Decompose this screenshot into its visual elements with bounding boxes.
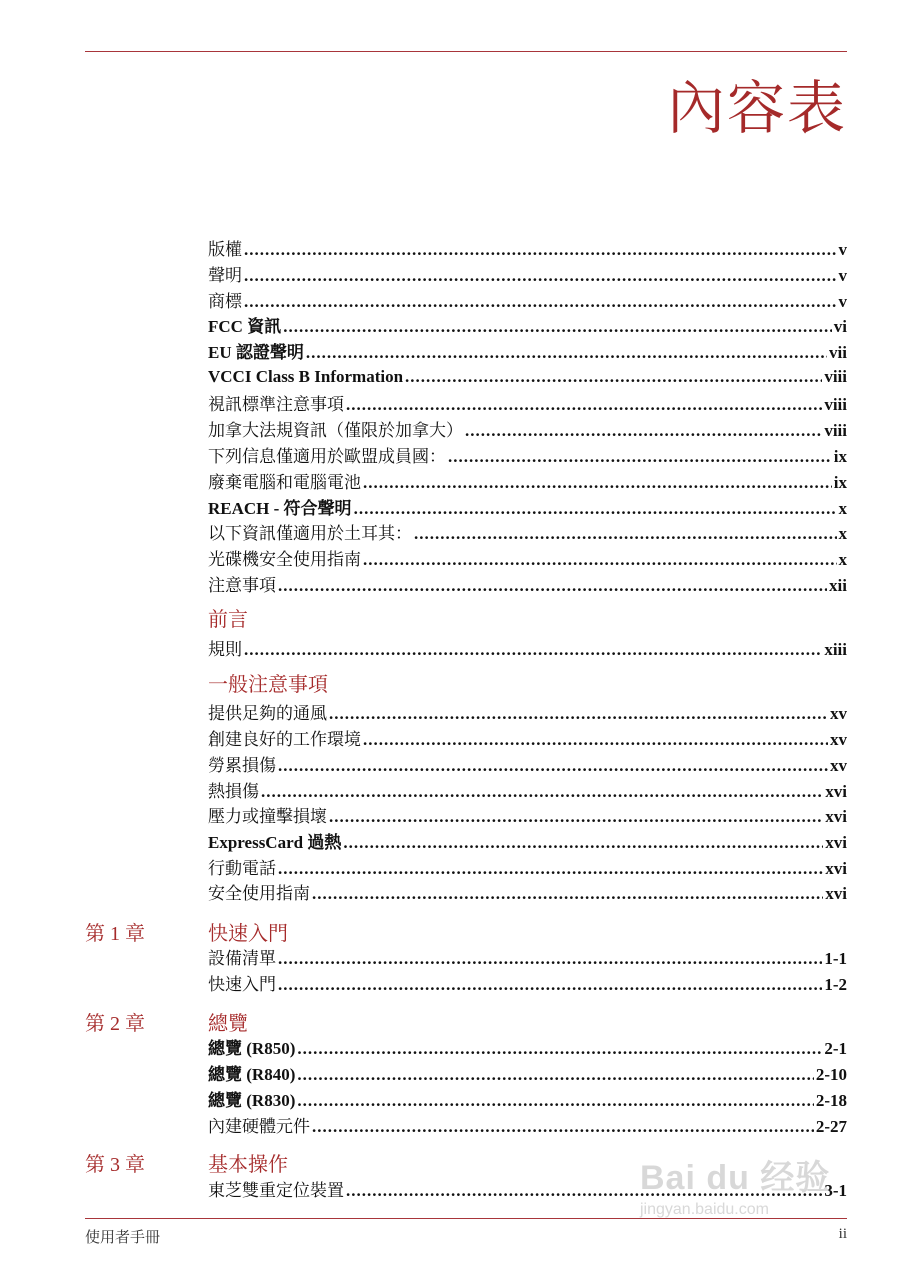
chapter-heading: 快速入門 (208, 923, 288, 945)
footer-manual-name: 使用者手冊 (85, 1230, 161, 1246)
toc-entry-label: VCCI Class B Information (208, 367, 404, 386)
toc-entry-label: 東芝雙重定位裝置 (208, 1181, 344, 1200)
chapter-heading: 總覽 (208, 1013, 248, 1035)
dot-leader (278, 974, 822, 996)
toc-entry[interactable] (208, 265, 847, 287)
dot-leader (278, 575, 827, 597)
toc-entry-label: 提供足夠的通風 (208, 704, 327, 723)
toc-entry-page: 2-1 (824, 1039, 847, 1058)
toc-entry-label: 光碟機安全使用指南 (208, 550, 361, 569)
dot-leader (346, 394, 822, 416)
toc-entry-label: FCC 資訊 (208, 317, 282, 336)
toc-entry-label: 規則 (208, 640, 242, 659)
toc-entry[interactable] (208, 1064, 847, 1086)
toc-entry-page: xvi (825, 782, 847, 801)
toc-entry-page: vii (829, 343, 847, 362)
toc-entry[interactable] (208, 316, 847, 338)
toc-entry[interactable] (208, 498, 847, 520)
dot-leader (405, 366, 822, 388)
dot-leader (312, 883, 823, 905)
toc-entry[interactable] (208, 575, 847, 597)
toc-entry-label: 總覽 (R840) (208, 1065, 296, 1084)
dot-leader (354, 498, 837, 520)
toc-entry-page: xv (830, 704, 847, 723)
toc-entry-page: x (838, 499, 847, 518)
watermark (640, 1150, 840, 1220)
toc-entry-label: 廢棄電腦和電腦電池 (208, 473, 361, 492)
toc-entry[interactable] (208, 472, 847, 494)
toc-entry-page: 2-27 (815, 1117, 847, 1136)
toc-entry[interactable] (208, 291, 847, 313)
toc-entry-page: xv (830, 730, 847, 749)
dot-leader (261, 781, 823, 803)
dot-leader (278, 858, 823, 880)
toc-entry-label: 版權 (208, 240, 242, 259)
toc-entry-label: 加拿大法規資訊（僅限於加拿大） (208, 421, 463, 440)
toc-entry-page: v (838, 266, 847, 285)
toc-entry-page: xv (830, 756, 847, 775)
toc-entry[interactable] (208, 1090, 847, 1112)
toc-entry-label: 商標 (208, 292, 242, 311)
toc-entry-label: EU 認證聲明 (208, 343, 304, 362)
dot-leader (297, 1064, 813, 1086)
toc-entry-page: 1-1 (824, 949, 847, 968)
toc-entry-page: v (838, 292, 847, 311)
toc-entry-label: 壓力或撞擊損壞 (208, 807, 327, 826)
toc-entry-page: xvi (825, 807, 847, 826)
toc-entry[interactable] (208, 806, 847, 828)
watermark-url: jingyan.baidu.com (640, 1201, 769, 1218)
toc-entry-label: 總覽 (R850) (208, 1039, 296, 1058)
toc-entry-label: 快速入門 (208, 975, 276, 994)
toc-entry-page: ix (833, 473, 847, 492)
toc-entry-label: 視訊標準注意事項 (208, 395, 344, 414)
toc-entry-label: 行動電話 (208, 859, 276, 878)
toc-entry-label: 勞累損傷 (208, 756, 276, 775)
toc-entry-page: viii (824, 421, 847, 440)
chapter-heading: 基本操作 (208, 1154, 288, 1176)
dot-leader (448, 446, 832, 468)
toc-entry-page: xvi (825, 884, 847, 903)
page-title: 內容表 (666, 76, 847, 141)
toc-entry-page: vi (833, 317, 847, 336)
toc-entry-page: v (838, 240, 847, 259)
watermark-logo: Bai du 经验 (640, 1159, 831, 1197)
dot-leader (278, 755, 828, 777)
toc-entry[interactable] (208, 639, 847, 661)
chapter-number: 第 2 章 (85, 1013, 145, 1035)
toc-entry[interactable] (208, 858, 847, 880)
toc-entry[interactable] (208, 1038, 847, 1060)
dot-leader (414, 523, 837, 545)
toc-entry[interactable] (208, 342, 847, 364)
toc-entry-label: 聲明 (208, 266, 242, 285)
toc-entry[interactable] (208, 832, 847, 854)
dot-leader (297, 1090, 813, 1112)
toc-entry-page: ix (833, 447, 847, 466)
dot-leader (306, 342, 827, 364)
toc-entry-label: 熱損傷 (208, 782, 259, 801)
chapter-number: 第 1 章 (85, 923, 145, 945)
dot-leader (312, 1116, 814, 1138)
toc-entry-label: 注意事項 (208, 576, 276, 595)
footer-page-number: ii (838, 1226, 847, 1242)
dot-leader (465, 420, 822, 442)
toc-entry[interactable] (208, 781, 847, 803)
toc-entry[interactable] (208, 366, 847, 388)
toc-entry-label: 創建良好的工作環境 (208, 730, 361, 749)
dot-leader (244, 239, 837, 261)
toc-entry-page: viii (824, 395, 847, 414)
toc-entry[interactable] (208, 1116, 847, 1138)
toc-entry-label: 以下資訊僅適用於土耳其： (208, 524, 412, 543)
dot-leader (363, 729, 828, 751)
toc-entry[interactable] (208, 420, 847, 442)
dot-leader (283, 316, 832, 338)
toc-entry-page: 1-2 (824, 975, 847, 994)
toc-entry[interactable] (208, 729, 847, 751)
toc-entry-page: xvi (825, 859, 847, 878)
toc-entry-page: xiii (824, 640, 847, 659)
top-rule (85, 51, 847, 52)
toc-entry-label: 安全使用指南 (208, 884, 310, 903)
toc-entry[interactable] (208, 239, 847, 261)
dot-leader (343, 832, 823, 854)
toc-entry-page: xii (829, 576, 847, 595)
section-heading-preface: 前言 (208, 609, 248, 631)
dot-leader (244, 639, 822, 661)
toc-entry[interactable] (208, 948, 847, 970)
toc-entry[interactable] (208, 523, 847, 545)
chapter-number: 第 3 章 (85, 1154, 145, 1176)
dot-leader (329, 806, 823, 828)
toc-entry-label: 內建硬體元件 (208, 1117, 310, 1136)
dot-leader (329, 703, 828, 725)
toc-entry[interactable] (208, 394, 847, 416)
toc-entry[interactable] (208, 883, 847, 905)
toc-entry[interactable] (208, 703, 847, 725)
toc-entry-page: viii (824, 367, 847, 386)
dot-leader (363, 549, 837, 571)
toc-entry[interactable] (208, 974, 847, 996)
dot-leader (363, 472, 832, 494)
toc-entry-page: x (838, 524, 847, 543)
toc-entry-page: 2-18 (815, 1091, 847, 1110)
section-heading-general: 一般注意事項 (208, 674, 328, 696)
toc-entry-label: 下列信息僅適用於歐盟成員國： (208, 447, 446, 466)
dot-leader (244, 291, 837, 313)
dot-leader (244, 265, 837, 287)
toc-entry[interactable] (208, 446, 847, 468)
toc-entry-page: xvi (825, 833, 847, 852)
toc-entry-page: 3-1 (824, 1181, 847, 1200)
dot-leader (278, 948, 822, 970)
toc-entry-label: REACH - 符合聲明 (208, 499, 352, 518)
toc-entry[interactable] (208, 549, 847, 571)
toc-entry-label: ExpressCard 過熱 (208, 833, 342, 852)
toc-entry-page: 2-10 (815, 1065, 847, 1084)
toc-entry-page: x (838, 550, 847, 569)
toc-entry-label: 設備清單 (208, 949, 276, 968)
dot-leader (297, 1038, 822, 1060)
toc-entry-label: 總覽 (R830) (208, 1091, 296, 1110)
toc-entry[interactable] (208, 755, 847, 777)
